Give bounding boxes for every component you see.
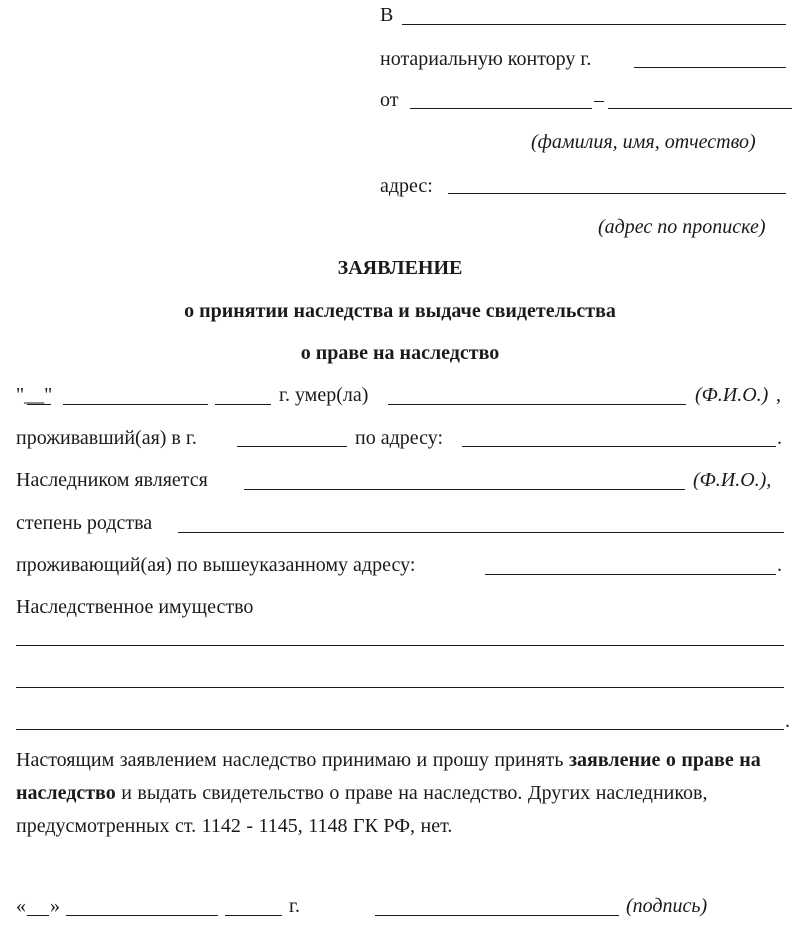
to-prefix: В [380,4,394,26]
deceased-fio-blank[interactable] [388,404,686,405]
address-blank[interactable] [448,193,786,194]
by-address-label: по адресу: [355,427,444,449]
signature-hint: (подпись) [626,895,708,917]
from-blank-1[interactable] [410,108,592,109]
signature-blank[interactable] [375,915,619,916]
document-subtitle-2: о праве на наследство [300,342,500,364]
statement-bold: заявление о праве на наследство [16,749,761,804]
residing-same-blank[interactable] [485,574,776,575]
office-label: нотариальную контору г. [380,48,592,70]
footer-date-close: » [50,895,60,917]
fio-mark: (Ф.И.О.) [695,384,769,406]
death-month-blank[interactable] [63,404,208,405]
statement-part-2: и выдать свидетельство о праве на наследство. Других наследников, предусмотренных ст. 1142 - 1145, 1148 ГК РФ, нет. [16,782,708,837]
residing-label: проживавший(ая) в г. [16,427,197,449]
row5-period: . [777,554,782,576]
residing-address-blank[interactable] [462,446,776,447]
footer-day-blank[interactable] [27,915,49,916]
footer-year-blank[interactable] [225,915,282,916]
document-subtitle-1: о принятии наследства и выдаче свидетельства [184,300,616,322]
estate-blank-3[interactable] [16,729,784,730]
office-city-blank[interactable] [634,67,786,68]
document-title: ЗАЯВЛЕНИЕ [337,257,463,279]
from-dash: – [594,89,604,111]
from-label: от [380,89,399,111]
death-day-blank[interactable] [27,404,51,405]
kinship-blank[interactable] [178,532,784,533]
footer-year-suffix: г. [289,895,300,917]
estate-period: . [785,710,790,732]
to-office-blank[interactable] [402,24,786,25]
fio-comma: , [776,384,781,406]
estate-blank-2[interactable] [16,687,784,688]
from-blank-2[interactable] [608,108,792,109]
estate-blank-1[interactable] [16,645,784,646]
year-died-label: г. умер(ла) [279,384,369,406]
death-date-quote: "__" [16,384,53,406]
statement-part-1: Настоящим заявлением наследство принимаю и прошу принять [16,749,569,771]
residing-same-label: проживающий(ая) по вышеуказанному адресу: [16,554,416,576]
footer-date-open: « [16,895,26,917]
death-year-blank[interactable] [215,404,271,405]
heir-fio-mark: (Ф.И.О.), [693,469,772,491]
footer-month-blank[interactable] [66,915,218,916]
kinship-label: степень родства [16,512,153,534]
statement-paragraph [16,744,786,843]
estate-label: Наследственное имущество [16,596,254,618]
address-label: адрес: [380,175,433,197]
heir-label: Наследником является [16,469,208,491]
residing-city-blank[interactable] [237,446,347,447]
address-hint: (адрес по прописке) [598,216,766,238]
fio-hint: (фамилия, имя, отчество) [531,131,756,153]
heir-fio-blank[interactable] [244,489,685,490]
row2-period: . [777,427,782,449]
